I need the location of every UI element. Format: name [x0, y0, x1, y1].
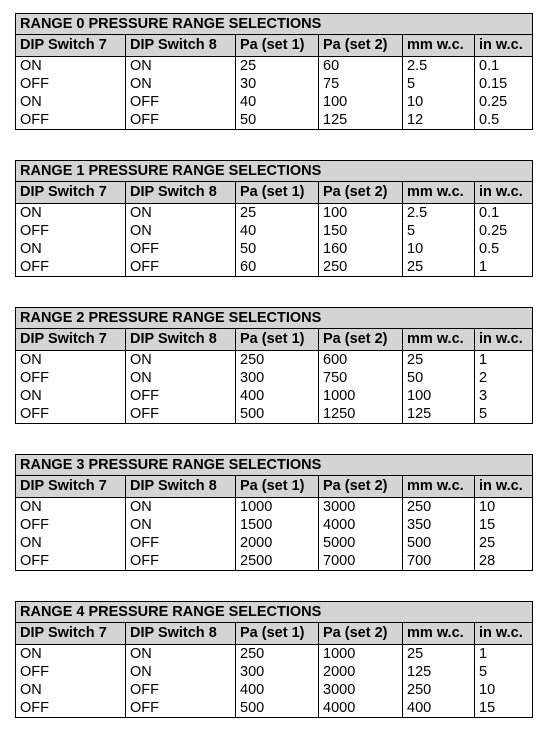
cell-pa-set-1: 40 [236, 222, 319, 240]
table-row [16, 681, 533, 699]
table-title-row [16, 14, 533, 35]
cell-mm-wc: 25 [403, 645, 475, 664]
cell-dip-switch-8: OFF [126, 405, 236, 424]
cell-dip-switch-8: OFF [126, 552, 236, 571]
table-title-row [16, 161, 533, 182]
column-header-dip-switch-7: DIP Switch 7 [16, 329, 126, 351]
cell-pa-set-1: 60 [236, 258, 319, 277]
cell-in-wc: 1 [475, 258, 533, 277]
column-header-dip-switch-7: DIP Switch 7 [16, 182, 126, 204]
range-4-table [15, 601, 533, 718]
cell-in-wc: 15 [475, 699, 533, 718]
column-header-mm-wc: mm w.c. [403, 35, 475, 57]
cell-in-wc: 0.15 [475, 75, 533, 93]
cell-pa-set-2: 1000 [319, 645, 403, 664]
column-header-dip-switch-7: DIP Switch 7 [16, 35, 126, 57]
cell-dip-switch-7: OFF [16, 258, 126, 277]
table-row [16, 222, 533, 240]
cell-in-wc: 10 [475, 681, 533, 699]
cell-pa-set-1: 300 [236, 369, 319, 387]
cell-mm-wc: 12 [403, 111, 475, 130]
table-title-row [16, 455, 533, 476]
table-title-row [16, 308, 533, 329]
column-header-in-wc: in w.c. [475, 476, 533, 498]
table-row [16, 93, 533, 111]
table-row [16, 516, 533, 534]
table-title: RANGE 4 PRESSURE RANGE SELECTIONS [16, 602, 533, 623]
column-header-in-wc: in w.c. [475, 35, 533, 57]
cell-in-wc: 10 [475, 498, 533, 517]
cell-mm-wc: 500 [403, 534, 475, 552]
cell-dip-switch-7: ON [16, 57, 126, 76]
cell-mm-wc: 250 [403, 681, 475, 699]
cell-dip-switch-8: OFF [126, 93, 236, 111]
cell-pa-set-1: 25 [236, 57, 319, 76]
cell-dip-switch-7: ON [16, 204, 126, 223]
range-2-table [15, 307, 533, 424]
cell-mm-wc: 125 [403, 405, 475, 424]
table-row [16, 111, 533, 130]
cell-dip-switch-8: ON [126, 222, 236, 240]
cell-dip-switch-7: OFF [16, 552, 126, 571]
column-header-dip-switch-7: DIP Switch 7 [16, 623, 126, 645]
table-row [16, 351, 533, 370]
cell-dip-switch-7: OFF [16, 111, 126, 130]
column-header-mm-wc: mm w.c. [403, 329, 475, 351]
table-title: RANGE 0 PRESSURE RANGE SELECTIONS [16, 14, 533, 35]
column-header-pa-set-2: Pa (set 2) [319, 182, 403, 204]
cell-pa-set-2: 2000 [319, 663, 403, 681]
column-header-dip-switch-8: DIP Switch 8 [126, 329, 236, 351]
table-row [16, 498, 533, 517]
range-0-table [15, 13, 533, 130]
cell-dip-switch-8: OFF [126, 111, 236, 130]
cell-pa-set-2: 125 [319, 111, 403, 130]
cell-mm-wc: 25 [403, 258, 475, 277]
cell-dip-switch-8: ON [126, 663, 236, 681]
column-header-row [16, 476, 533, 498]
cell-in-wc: 3 [475, 387, 533, 405]
column-header-row [16, 182, 533, 204]
column-header-row [16, 329, 533, 351]
cell-mm-wc: 10 [403, 93, 475, 111]
cell-dip-switch-8: OFF [126, 258, 236, 277]
cell-pa-set-2: 750 [319, 369, 403, 387]
column-header-pa-set-2: Pa (set 2) [319, 623, 403, 645]
column-header-pa-set-1: Pa (set 1) [236, 623, 319, 645]
cell-mm-wc: 5 [403, 222, 475, 240]
cell-pa-set-1: 1500 [236, 516, 319, 534]
table-title: RANGE 3 PRESSURE RANGE SELECTIONS [16, 455, 533, 476]
table-row [16, 57, 533, 76]
cell-mm-wc: 5 [403, 75, 475, 93]
cell-dip-switch-8: OFF [126, 387, 236, 405]
cell-dip-switch-8: ON [126, 516, 236, 534]
cell-pa-set-2: 600 [319, 351, 403, 370]
cell-pa-set-2: 250 [319, 258, 403, 277]
table-row [16, 387, 533, 405]
column-header-mm-wc: mm w.c. [403, 623, 475, 645]
table-row [16, 369, 533, 387]
cell-pa-set-1: 2500 [236, 552, 319, 571]
cell-pa-set-1: 500 [236, 699, 319, 718]
cell-pa-set-1: 300 [236, 663, 319, 681]
cell-pa-set-1: 2000 [236, 534, 319, 552]
column-header-in-wc: in w.c. [475, 329, 533, 351]
cell-mm-wc: 250 [403, 498, 475, 517]
range-1-table [15, 160, 533, 277]
cell-in-wc: 2 [475, 369, 533, 387]
cell-dip-switch-8: ON [126, 75, 236, 93]
cell-dip-switch-8: ON [126, 204, 236, 223]
cell-pa-set-2: 3000 [319, 681, 403, 699]
cell-in-wc: 0.1 [475, 204, 533, 223]
cell-pa-set-1: 1000 [236, 498, 319, 517]
cell-dip-switch-7: ON [16, 240, 126, 258]
cell-pa-set-2: 100 [319, 93, 403, 111]
table-row [16, 663, 533, 681]
column-header-mm-wc: mm w.c. [403, 182, 475, 204]
cell-in-wc: 0.5 [475, 111, 533, 130]
cell-dip-switch-8: OFF [126, 240, 236, 258]
cell-in-wc: 0.25 [475, 222, 533, 240]
table-title: RANGE 1 PRESSURE RANGE SELECTIONS [16, 161, 533, 182]
cell-pa-set-1: 25 [236, 204, 319, 223]
cell-in-wc: 28 [475, 552, 533, 571]
cell-mm-wc: 2.5 [403, 57, 475, 76]
cell-mm-wc: 2.5 [403, 204, 475, 223]
cell-in-wc: 15 [475, 516, 533, 534]
cell-mm-wc: 50 [403, 369, 475, 387]
column-header-row [16, 623, 533, 645]
cell-pa-set-1: 400 [236, 681, 319, 699]
cell-in-wc: 1 [475, 645, 533, 664]
cell-dip-switch-7: OFF [16, 699, 126, 718]
column-header-in-wc: in w.c. [475, 623, 533, 645]
cell-pa-set-1: 400 [236, 387, 319, 405]
cell-pa-set-2: 3000 [319, 498, 403, 517]
table-row [16, 75, 533, 93]
cell-dip-switch-7: OFF [16, 663, 126, 681]
column-header-pa-set-1: Pa (set 1) [236, 35, 319, 57]
cell-pa-set-2: 60 [319, 57, 403, 76]
cell-in-wc: 5 [475, 405, 533, 424]
range-3-table [15, 454, 533, 571]
column-header-pa-set-2: Pa (set 2) [319, 329, 403, 351]
column-header-pa-set-1: Pa (set 1) [236, 329, 319, 351]
column-header-pa-set-2: Pa (set 2) [319, 35, 403, 57]
cell-in-wc: 1 [475, 351, 533, 370]
cell-in-wc: 0.1 [475, 57, 533, 76]
cell-dip-switch-7: ON [16, 351, 126, 370]
column-header-dip-switch-8: DIP Switch 8 [126, 476, 236, 498]
cell-pa-set-1: 500 [236, 405, 319, 424]
cell-dip-switch-7: ON [16, 498, 126, 517]
column-header-dip-switch-8: DIP Switch 8 [126, 35, 236, 57]
cell-pa-set-2: 1000 [319, 387, 403, 405]
cell-dip-switch-7: OFF [16, 75, 126, 93]
table-row [16, 534, 533, 552]
cell-in-wc: 0.5 [475, 240, 533, 258]
table-row [16, 645, 533, 664]
cell-dip-switch-7: ON [16, 645, 126, 664]
column-header-pa-set-1: Pa (set 1) [236, 476, 319, 498]
cell-dip-switch-8: ON [126, 645, 236, 664]
cell-dip-switch-7: OFF [16, 369, 126, 387]
table-row [16, 204, 533, 223]
cell-mm-wc: 125 [403, 663, 475, 681]
cell-dip-switch-8: ON [126, 498, 236, 517]
cell-dip-switch-8: ON [126, 351, 236, 370]
cell-mm-wc: 25 [403, 351, 475, 370]
column-header-dip-switch-8: DIP Switch 8 [126, 182, 236, 204]
cell-mm-wc: 10 [403, 240, 475, 258]
cell-dip-switch-7: OFF [16, 516, 126, 534]
cell-pa-set-2: 1250 [319, 405, 403, 424]
cell-dip-switch-7: ON [16, 681, 126, 699]
column-header-pa-set-2: Pa (set 2) [319, 476, 403, 498]
cell-pa-set-2: 75 [319, 75, 403, 93]
table-row [16, 240, 533, 258]
cell-pa-set-1: 50 [236, 240, 319, 258]
cell-dip-switch-7: ON [16, 387, 126, 405]
cell-in-wc: 25 [475, 534, 533, 552]
cell-pa-set-1: 250 [236, 351, 319, 370]
cell-mm-wc: 350 [403, 516, 475, 534]
cell-dip-switch-7: OFF [16, 222, 126, 240]
table-title-row [16, 602, 533, 623]
cell-in-wc: 5 [475, 663, 533, 681]
cell-dip-switch-8: ON [126, 57, 236, 76]
cell-dip-switch-8: OFF [126, 699, 236, 718]
cell-pa-set-2: 100 [319, 204, 403, 223]
cell-pa-set-2: 7000 [319, 552, 403, 571]
cell-pa-set-2: 150 [319, 222, 403, 240]
cell-mm-wc: 400 [403, 699, 475, 718]
column-header-mm-wc: mm w.c. [403, 476, 475, 498]
cell-dip-switch-8: ON [126, 369, 236, 387]
column-header-dip-switch-7: DIP Switch 7 [16, 476, 126, 498]
cell-pa-set-2: 5000 [319, 534, 403, 552]
cell-dip-switch-8: OFF [126, 681, 236, 699]
cell-pa-set-1: 40 [236, 93, 319, 111]
cell-pa-set-2: 4000 [319, 516, 403, 534]
cell-pa-set-1: 30 [236, 75, 319, 93]
cell-mm-wc: 700 [403, 552, 475, 571]
column-header-row [16, 35, 533, 57]
table-title: RANGE 2 PRESSURE RANGE SELECTIONS [16, 308, 533, 329]
cell-dip-switch-7: ON [16, 93, 126, 111]
column-header-in-wc: in w.c. [475, 182, 533, 204]
cell-in-wc: 0.25 [475, 93, 533, 111]
cell-pa-set-2: 160 [319, 240, 403, 258]
cell-dip-switch-8: OFF [126, 534, 236, 552]
table-row [16, 405, 533, 424]
table-row [16, 258, 533, 277]
cell-pa-set-1: 50 [236, 111, 319, 130]
cell-dip-switch-7: ON [16, 534, 126, 552]
cell-mm-wc: 100 [403, 387, 475, 405]
cell-dip-switch-7: OFF [16, 405, 126, 424]
table-row [16, 552, 533, 571]
table-row [16, 699, 533, 718]
cell-pa-set-1: 250 [236, 645, 319, 664]
column-header-pa-set-1: Pa (set 1) [236, 182, 319, 204]
column-header-dip-switch-8: DIP Switch 8 [126, 623, 236, 645]
cell-pa-set-2: 4000 [319, 699, 403, 718]
